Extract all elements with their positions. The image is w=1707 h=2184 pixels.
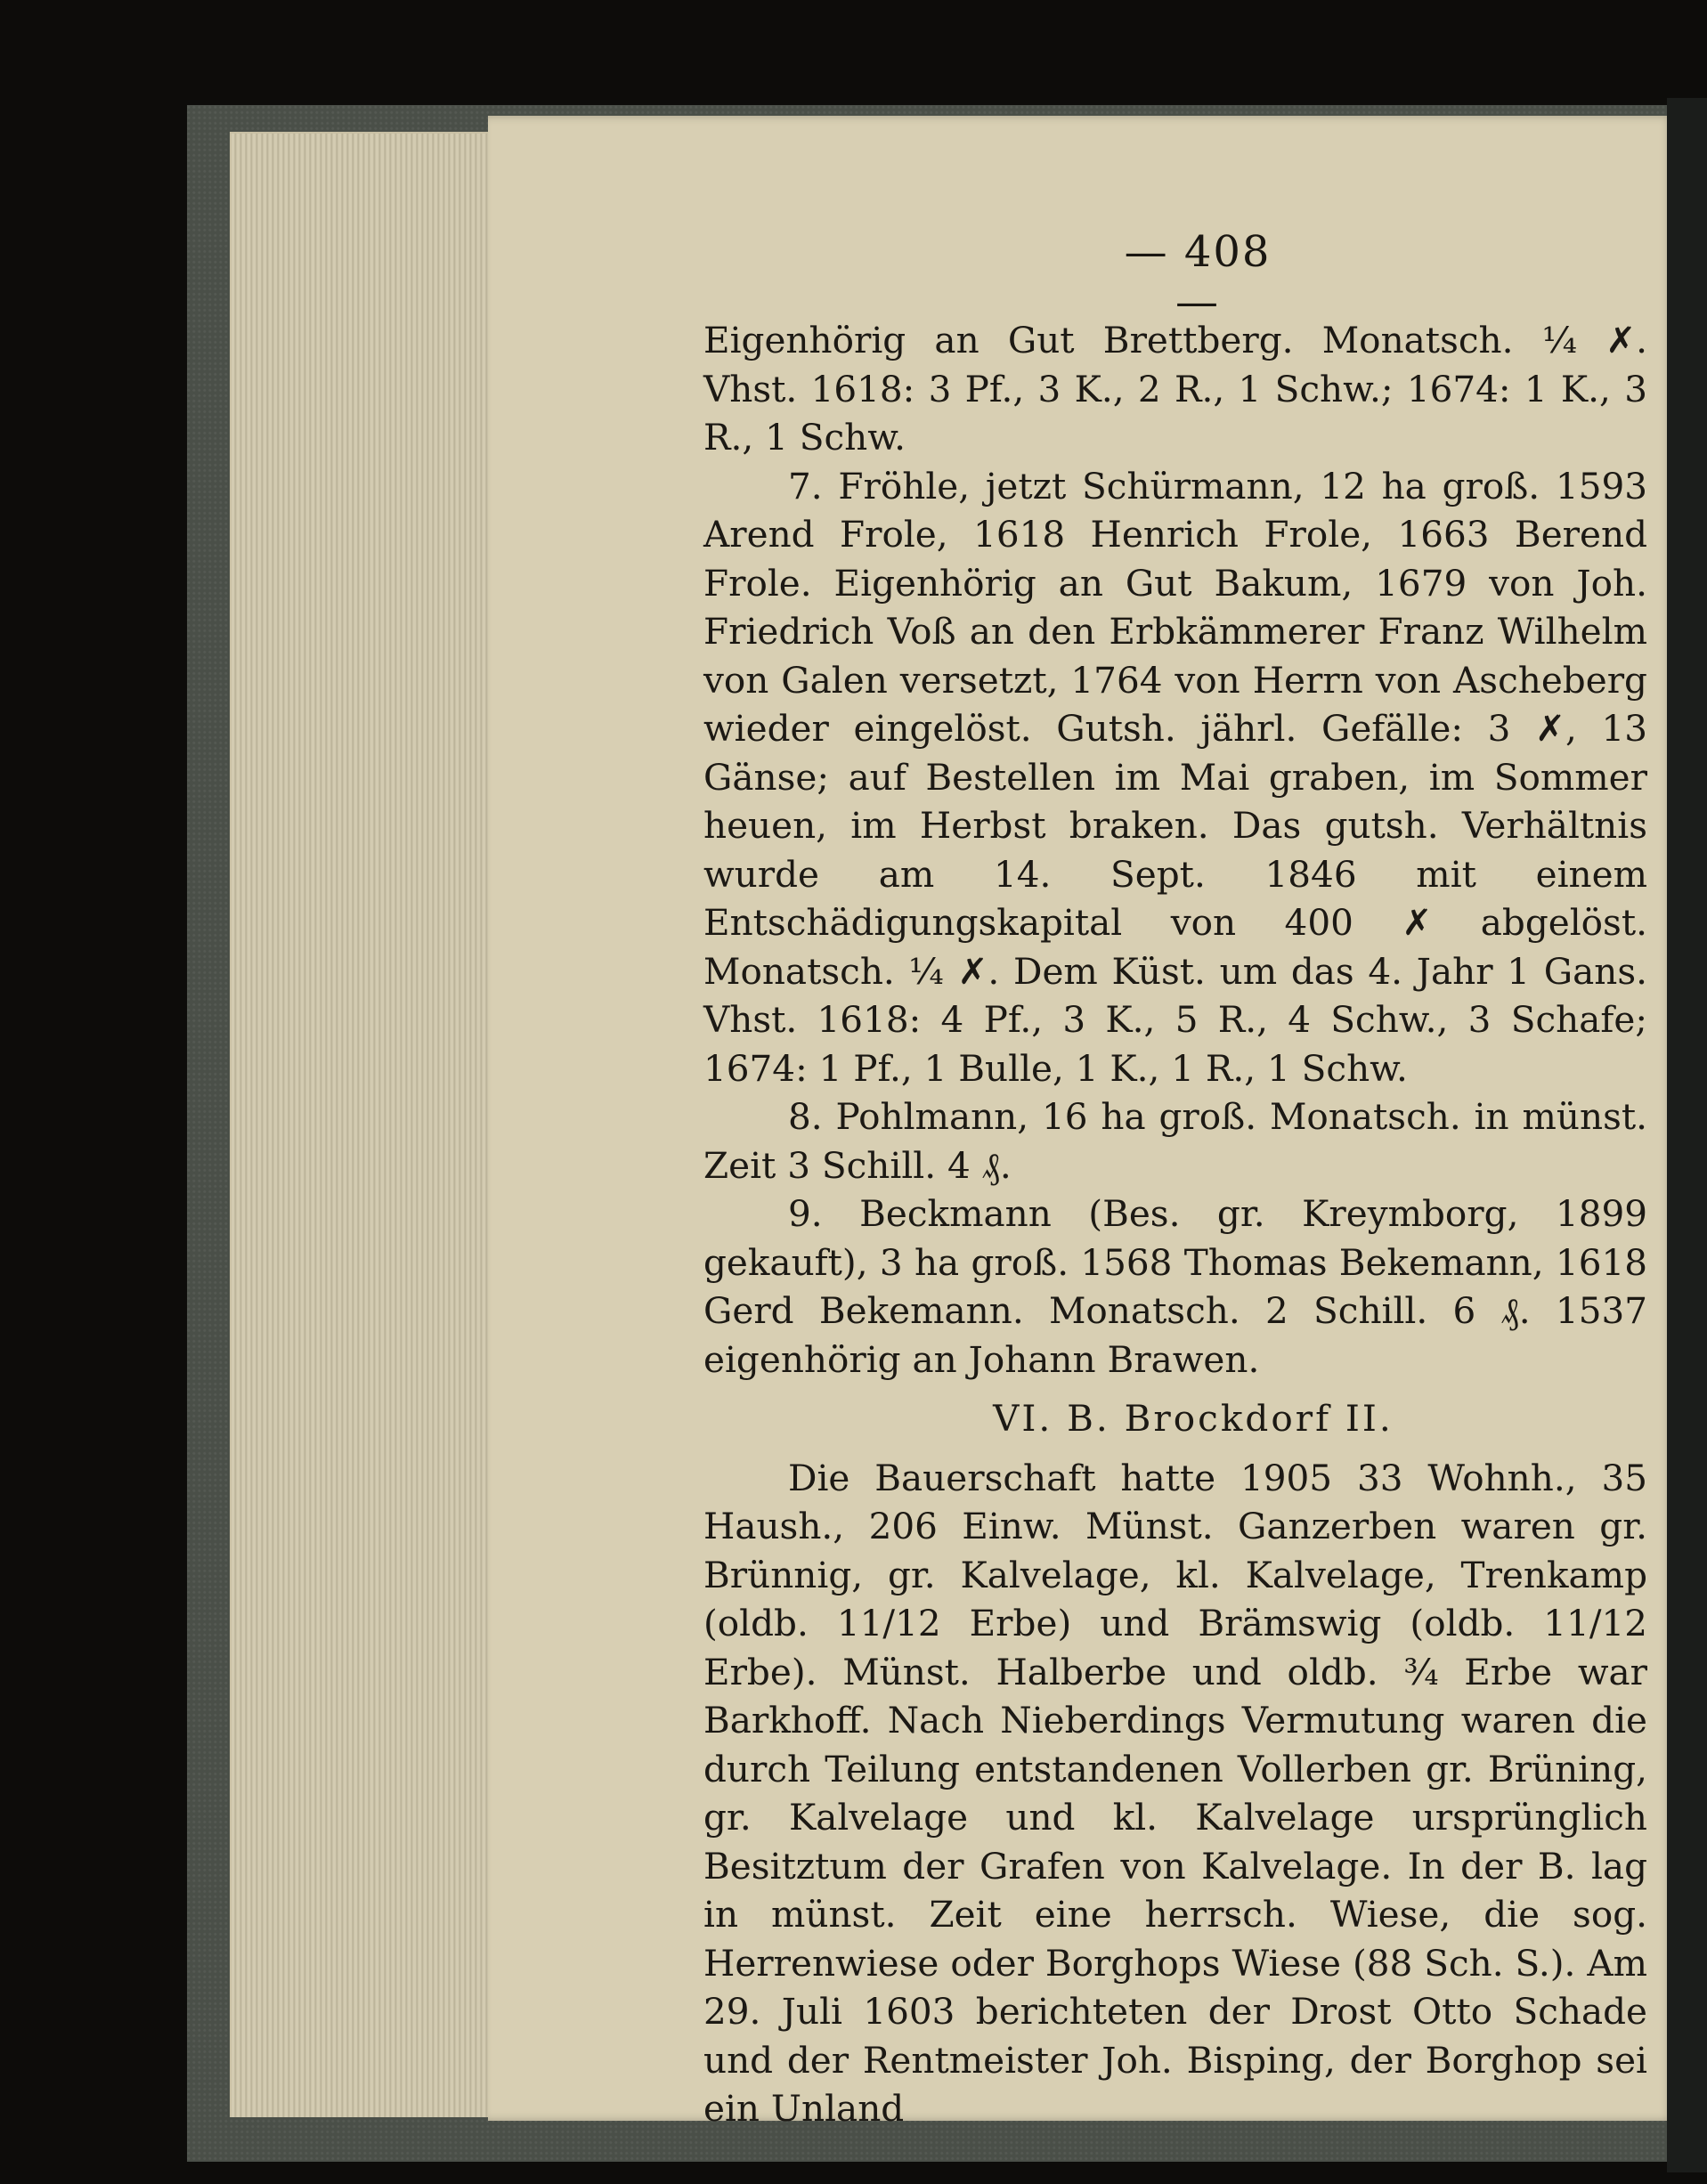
paragraph: 9. Beckmann (Bes. gr. Kreymborg, 1899 gekauft), 3 ha groß. 1568 Thomas Bekemann, 1618 Gerd Bekemann. Monatsch. 2 Schill. 6 ₰. 1537 eigenhörig an Johann Brawen. bbox=[703, 1192, 1647, 1381]
book-gutter bbox=[1667, 98, 1707, 2172]
paragraph: 7. Fröhle, jetzt Schürmann, 12 ha groß. 1593 Arend Frole, 1618 Henrich Frole, 1663 Berend Frole. Eigenhörig an Gut Bakum, 1679 von Joh. Friedrich Voß an den Erbkämmerer Franz Wilhelm von Galen versetzt, 1764 von Herrn von Ascheberg wieder eingelöst. Gutsh. jährl. Gefälle: 3 ✗, 13 Gänse; auf Bestellen im Mai graben, im Sommer heuen, im Herbst braken. Das gutsh. Verhältnis wurde am 14. Sept. 1846 mit einem Entschädigungskapital von 400 ✗ abgelöst. Monatsch. ¼ ✗. Dem Küst. um das 4. Jahr 1 Gans. Vhst. 1618: 4 Pf., 3 K., 5 R., 4 Schw., 3 Schafe; 1674: 1 Pf., 1 Bulle, 1 K., 1 R., 1 Schw. bbox=[703, 464, 1647, 1090]
page-edges bbox=[232, 134, 490, 2117]
body-text bbox=[703, 316, 1647, 2133]
paragraph: Eigenhörig an Gut Brettberg. Monatsch. ¼ ✗. Vhst. 1618: 3 Pf., 3 K., 2 R., 1 Schw.; 1674: 1 K., 3 R., 1 Schw. bbox=[703, 319, 1647, 459]
section-heading: VI. B. Brockdorf II. bbox=[993, 1397, 1394, 1440]
paragraph: 8. Pohlmann, 16 ha groß. Monatsch. in münst. Zeit 3 Schill. 4 ₰. bbox=[703, 1095, 1647, 1187]
page-number: — 408 — bbox=[1124, 227, 1272, 327]
paragraph: Die Bauerschaft hatte 1905 33 Wohnh., 35 Haush., 206 Einw. Münst. Ganzerben waren gr. Brünnig, gr. Kalvelage, kl. Kalvelage, Trenkamp (oldb. 11/12 Erbe) und Brämswig (oldb. 11/12 Erbe). Münst. Halberbe und oldb. ¾ Erbe war Barkhoff. Nach Nieberdings Vermutung waren die durch Teilung entstandenen Vollerben gr. Brüning, gr. Kalvelage und kl. Kalvelage ursprünglich Besitztum der Grafen von Kalvelage. In der B. lag in münst. Zeit eine herrsch. Wiese, die sog. Herrenwiese oder Borghops Wiese (88 Sch. S.). Am 29. Juli 1603 berichteten der Drost Otto Schade und der Rentmeister Joh. Bisping, der Borghop sei ein Unland bbox=[703, 1456, 1647, 2130]
